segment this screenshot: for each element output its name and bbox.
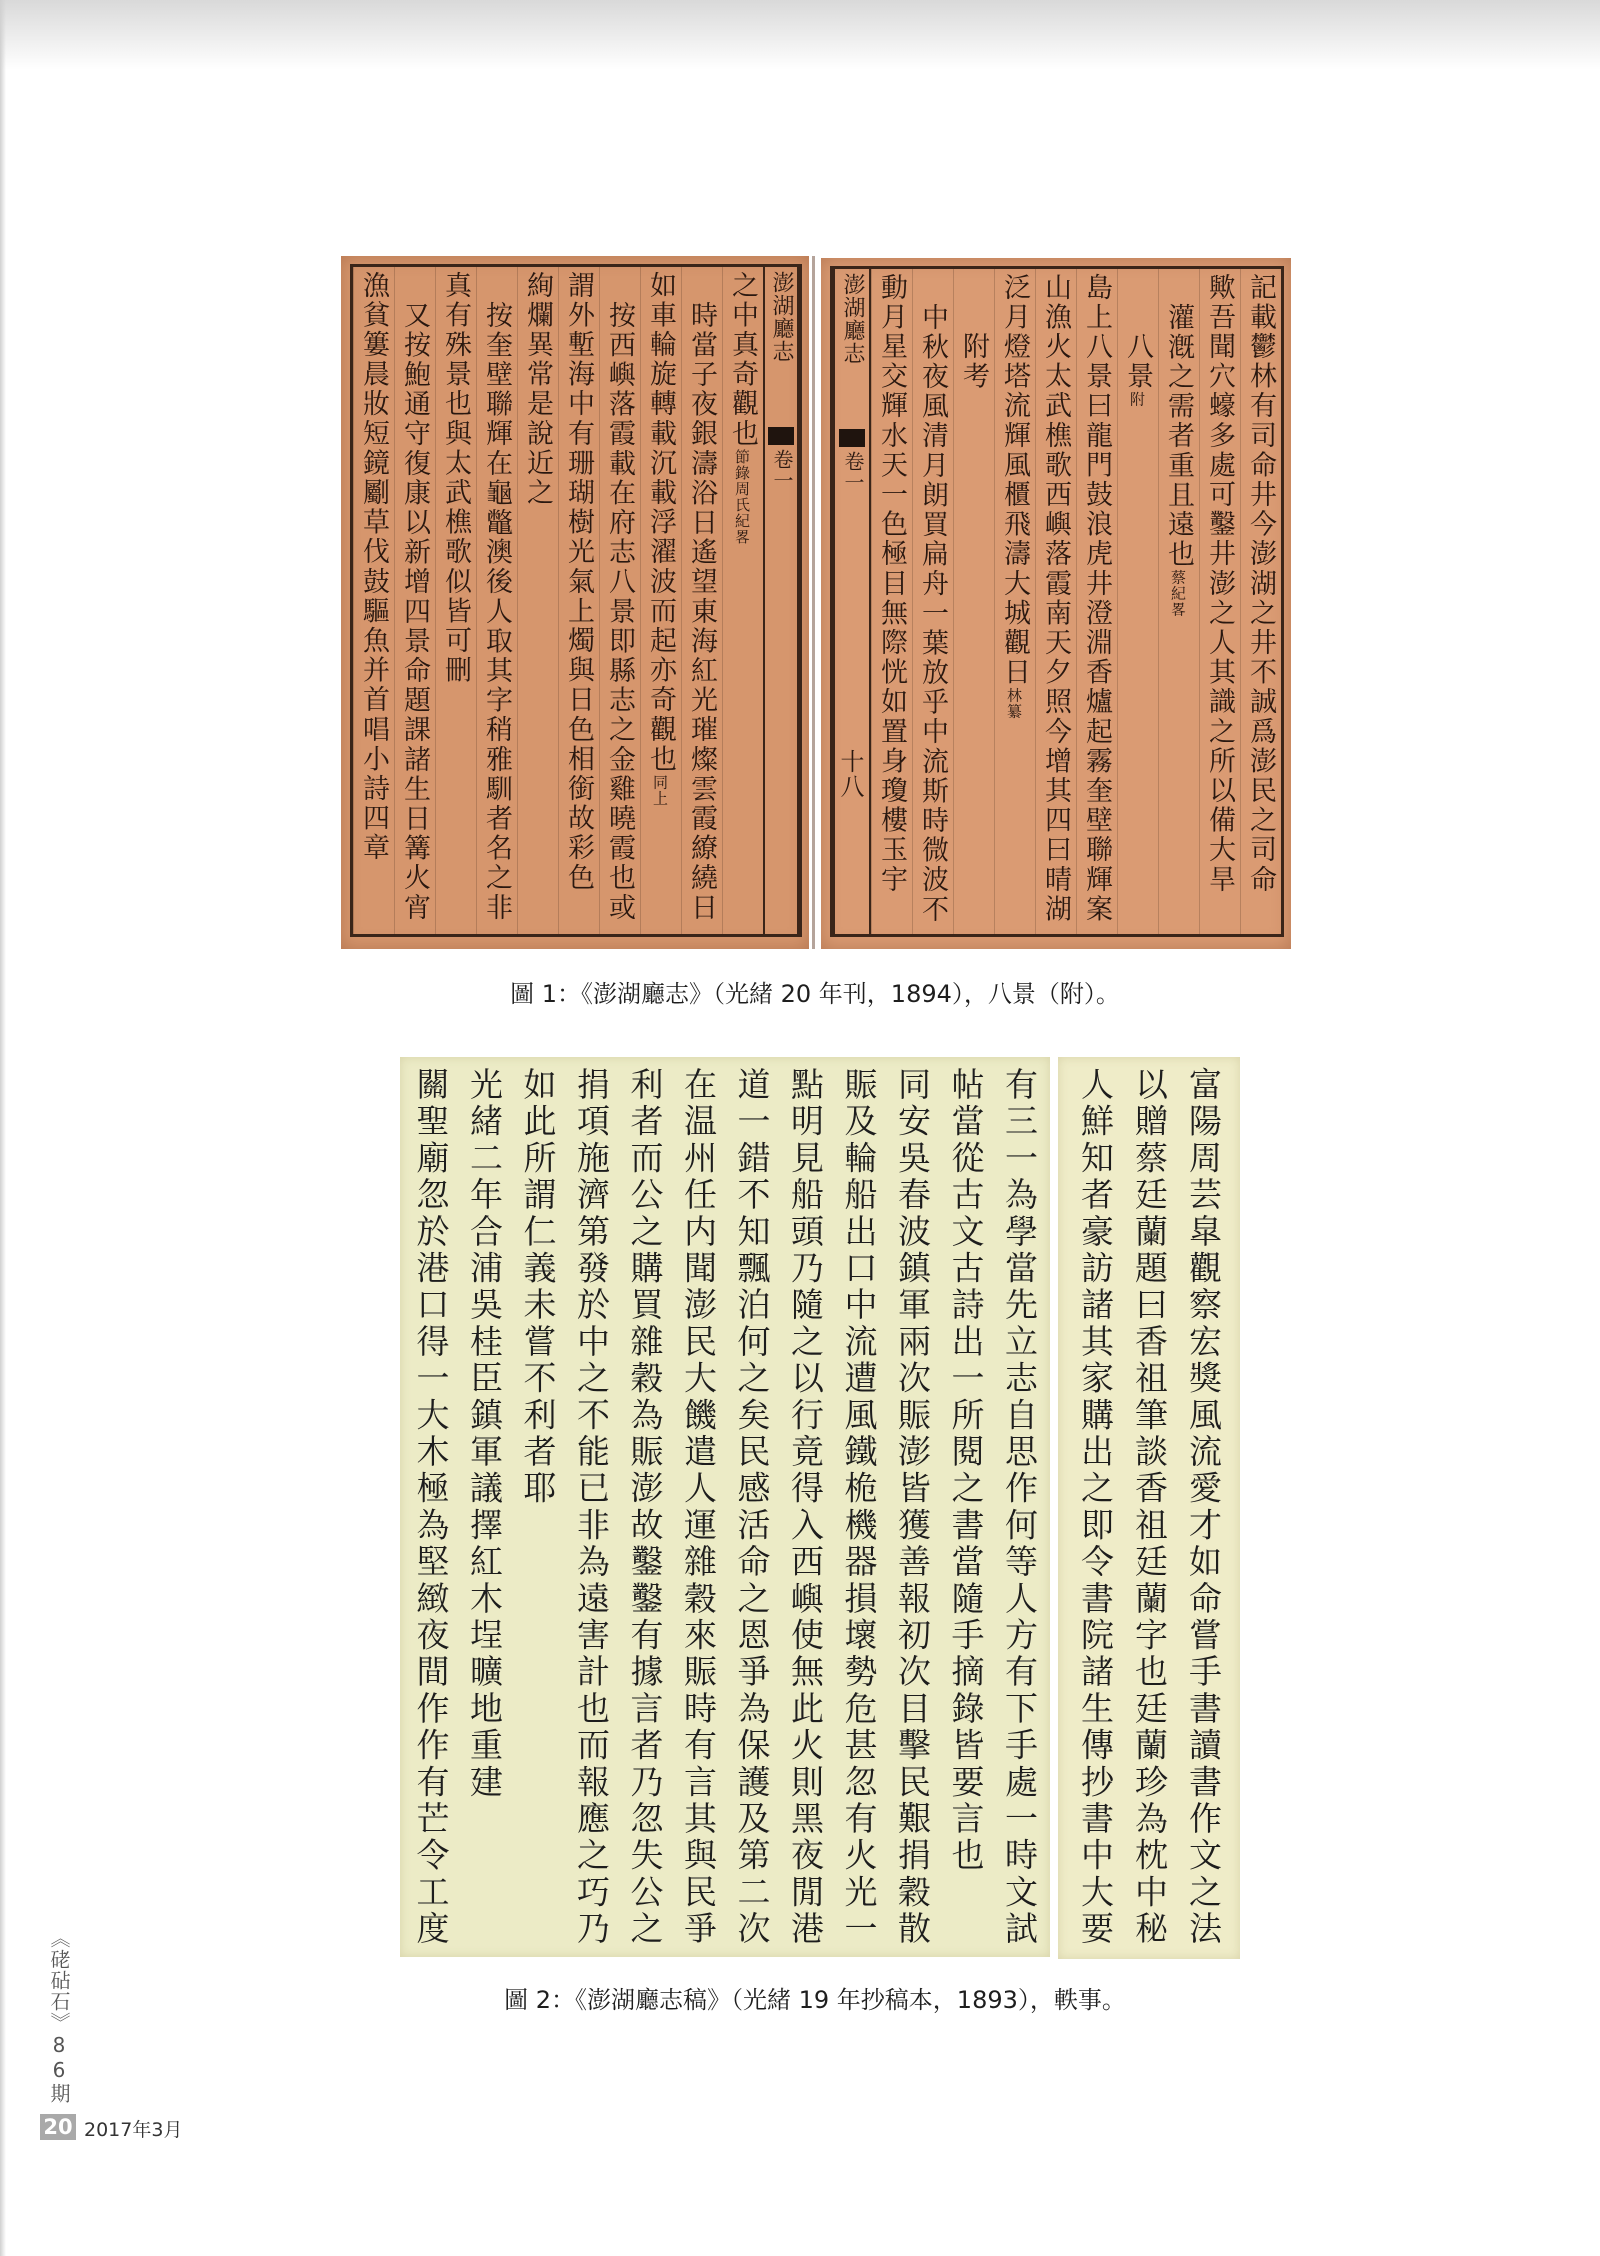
scan-top-shading xyxy=(0,0,1600,70)
text-column xyxy=(1199,269,1240,934)
text-column xyxy=(994,269,1035,934)
figure-1-caption: 圖 1：《澎湖廳志》（光緒 20 年刊，1894），八景（附）。 xyxy=(510,980,1120,1008)
page-spine xyxy=(763,267,799,934)
column-text: 時當子夜銀濤浴日遙望東海紅光璀燦雲霞繚繞日 xyxy=(686,300,717,923)
column-text: 動月星交輝水天一色極目無際恍如置身瓊樓玉宇 xyxy=(876,273,907,895)
text-column: 捐項施濟第發於中之不能已非為遠害計也而報應之巧乃 xyxy=(572,1067,611,1948)
column-text: 又按鮑通守復康以新增四景命題課諸生日篝火宵 xyxy=(399,300,430,923)
text-column xyxy=(722,267,763,934)
text-column: 人鮮知者豪訪諸其家購出之即令書院諸生傳抄書中大要 xyxy=(1076,1067,1115,1948)
text-column xyxy=(353,267,394,934)
column-text: 如車輪旋轉載沉載浮濯波而起亦奇觀也 xyxy=(645,271,676,775)
interlinear-note: 蔡紀畧 xyxy=(1169,569,1187,617)
text-column: 在温州任内聞澎民大饑遣人運雜穀來賑時有言其與民爭 xyxy=(679,1067,718,1948)
text-column xyxy=(640,267,681,934)
text-column: 賑及輪船出口中流遭風鐵桅機器損壞勢危甚忽有火光一 xyxy=(839,1067,879,1948)
text-column xyxy=(681,267,722,934)
fishtail-mark xyxy=(839,429,865,447)
spine-title: 澎湖廳志 xyxy=(769,271,794,363)
column-text: 中秋夜風清月朗買扁舟一葉放乎中流斯時微波不 xyxy=(917,302,948,925)
column-text: 之中真奇觀也 xyxy=(727,271,758,449)
figure-2-left-block xyxy=(400,1057,1050,1957)
interlinear-note: 附 xyxy=(1128,391,1146,408)
column-text: 山漁火太武樵歌西嶼落霞南天夕照今增其四曰晴湖 xyxy=(1040,273,1071,925)
text-column: 同安吳春波鎮軍兩次賑澎皆獲善報初次目擊民艱捐穀散 xyxy=(893,1067,932,1948)
spine-title: 澎湖廳志 xyxy=(840,273,865,365)
page-number: 20 xyxy=(40,2114,76,2140)
spine-volume: 卷一 xyxy=(770,449,794,491)
interlinear-note: 節錄周氏紀畧 xyxy=(733,448,751,545)
spine-volume: 卷一 xyxy=(841,451,865,493)
scan-left-edge xyxy=(0,0,6,2256)
text-column: 道一錯不知飄泊何之矣民感活命之恩爭為保護及第二次 xyxy=(732,1067,772,1948)
text-column: 光緒二年合浦吳桂臣鎮軍議擇紅木埕曠地重建 xyxy=(465,1067,504,1801)
text-column: 關聖廟忽於港口得一大木極為堅緻夜間作作有芒令工度 xyxy=(411,1067,451,1948)
text-column: 點明見船頭乃隨之以行竟得入西嶼使無此火則黑夜閒港 xyxy=(786,1067,825,1948)
issue-date: 2017年3月 xyxy=(84,2119,183,2141)
column-text: 記載鬱林有司命井今澎湖之井不誠爲澎民之司命 xyxy=(1245,273,1276,895)
column-text: 八景 xyxy=(1122,332,1153,392)
text-column: 有三一為學當先立志自思作何等人方有下手處一時文試 xyxy=(1000,1067,1039,1948)
text-column: 以贈蔡廷蘭題曰香祖筆談香祖廷蘭字也廷蘭珍為枕中秘 xyxy=(1130,1067,1169,1948)
text-column: 富陽周芸皐觀察宏獎風流愛才如命嘗手書讀書作文之法 xyxy=(1184,1067,1223,1948)
figure-2-caption: 圖 2：《澎湖廳志稿》（光緒 19 年抄稿本，1893），軼事。 xyxy=(504,1986,1126,2014)
text-column: 利者而公之購買雜穀為賑澎故鑿鑿有據言者乃忽失公之 xyxy=(625,1067,665,1948)
text-column xyxy=(1035,269,1076,934)
figure-1-left-page xyxy=(341,256,809,949)
text-column xyxy=(1117,269,1158,934)
text-column xyxy=(599,267,640,934)
text-column xyxy=(1240,269,1281,934)
fishtail-mark xyxy=(768,427,794,445)
interlinear-note: 林纂 xyxy=(1005,687,1023,720)
magazine-name: 《硓砧石》86期 xyxy=(47,1928,71,2104)
text-column: 帖當從古文古詩出一所閱之書當隨手摘錄皆要言也 xyxy=(946,1067,986,1875)
column-text: 謂外塹海中有珊瑚樹光氣上燭與日色相銜故彩色 xyxy=(563,271,594,893)
column-text: 按奎壁聯輝在龜鼈澳後人取其字稍雅馴者名之非 xyxy=(481,300,512,923)
text-column xyxy=(394,267,435,934)
figure-2-right-block xyxy=(1058,1057,1240,1959)
column-text: 泛月燈塔流輝風櫃飛濤大城觀日 xyxy=(999,273,1030,688)
text-column xyxy=(558,267,599,934)
text-column xyxy=(871,269,912,934)
column-text: 絢爛異常是說近之 xyxy=(522,271,553,508)
text-column xyxy=(517,267,558,934)
column-text: 島上八景曰龍門鼓浪虎井澄淵香爐起霧奎壁聯輝案 xyxy=(1081,273,1112,925)
text-column xyxy=(953,269,994,934)
column-text: 歟吾聞穴蠔多處可鑿井澎之人其識之所以備大旱 xyxy=(1204,273,1235,895)
text-column xyxy=(1076,269,1117,934)
page-frame xyxy=(350,264,802,937)
page-spine xyxy=(833,269,871,934)
interlinear-note: 同上 xyxy=(651,774,669,807)
column-text: 灌漑之需者重且遠也 xyxy=(1163,302,1194,569)
figure-1-right-page xyxy=(821,258,1291,949)
column-text: 按西嶼落霞載在府志八景即縣志之金雞曉霞也或 xyxy=(604,300,635,923)
column-text: 漁貧簍晨妝短鏡劚草伐鼓驅魚并首唱小詩四章 xyxy=(358,271,389,863)
page-gutter xyxy=(812,256,815,949)
column-text: 真有殊景也與太武樵歌似皆可刪 xyxy=(440,271,471,686)
spine-page-number: 十八 xyxy=(836,749,864,799)
page-frame xyxy=(830,266,1284,937)
text-column xyxy=(1158,269,1199,934)
text-column: 如此所謂仁義未嘗不利者耶 xyxy=(518,1067,558,1508)
text-column xyxy=(912,269,953,934)
column-text: 附考 xyxy=(958,332,989,392)
text-column xyxy=(476,267,517,934)
text-column xyxy=(435,267,476,934)
